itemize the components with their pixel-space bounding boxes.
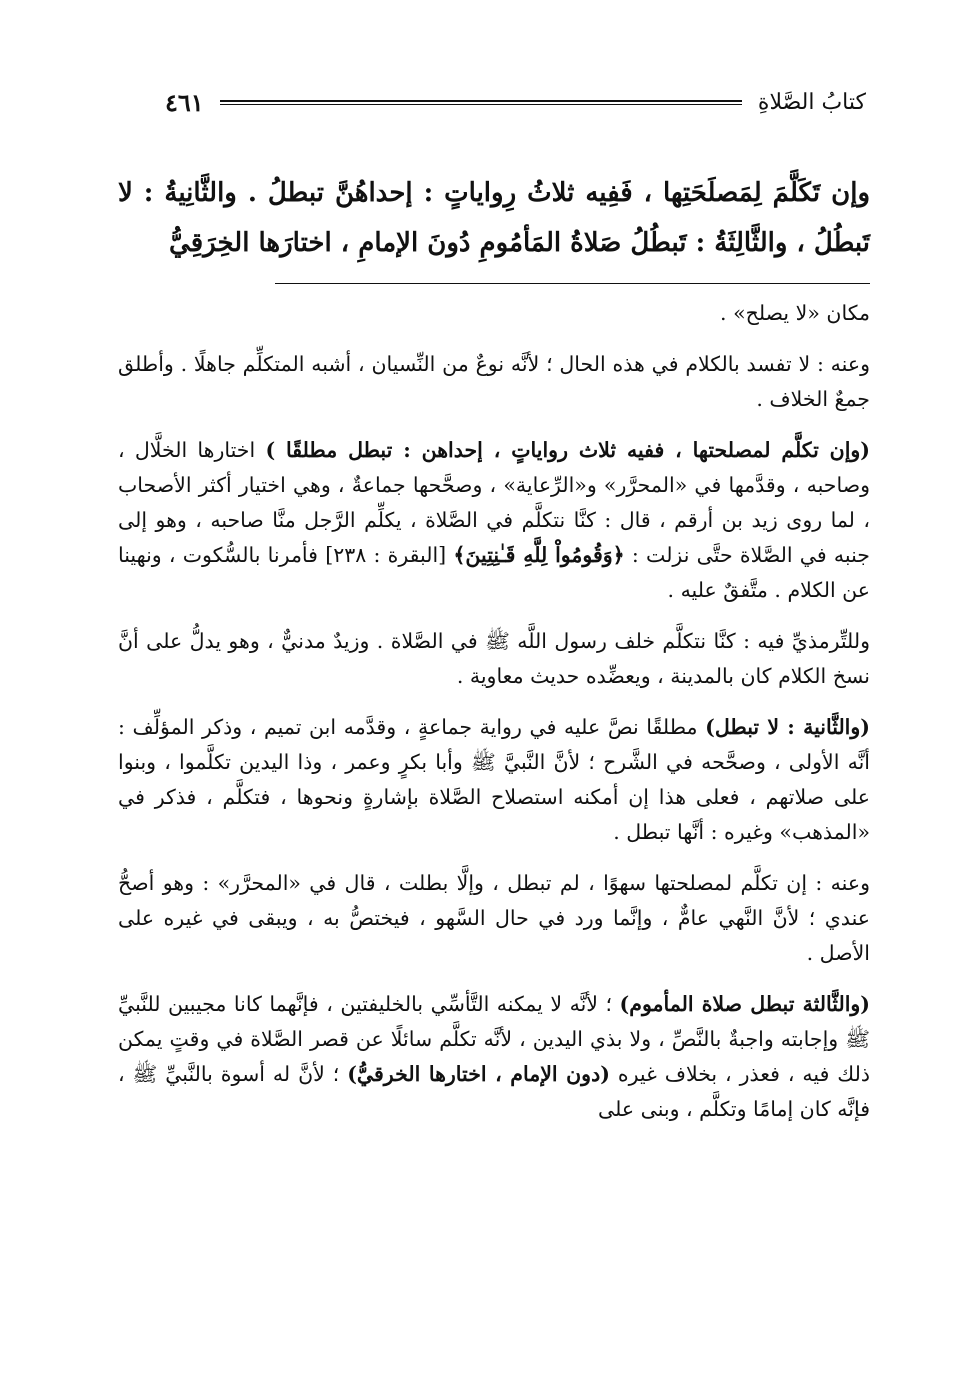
quoted-matn-text: (دون الإمام ، اختارها الخرقيُّ) <box>347 1062 610 1086</box>
commentary-paragraph-7 <box>118 987 870 1127</box>
commentary-text: [البقرة : ٢٣٨] فأمرنا بالسُّكوت ، ونهينا عن الكلام . متَّفقٌ عليه . <box>118 543 870 602</box>
main-text-matn: وإن تَكَلَّمَ لِمَصلَحَتِها ، فَفِيه ثلاثُ رِواياتٍ : إحداهُنَّ تبطلُ . والثَّانِيةُ : لا تَبطُلُ ، والثَّالِثَةُ : تَبطُلُ صَلاةُ المَأمُومِ دُونَ الإمامِ ، اختارَها الخِرَقِيُّ <box>118 178 870 258</box>
commentary-text: اختارها الخلَّال ، وصاحبه ، وقدَّمها في «المحرَّر» و«الرِّعاية» ، وصحَّحها جماعةٌ ، وهي اختيار أكثر الأصحاب ، لما روى زيد بن أرقم ، قال : كنَّا نتكلَّم في الصَّلاة ، يكلِّم الرَّجل منَّا صاحبه ، وهو إلى جنبه في الصَّلاة حتَّى نزلت : <box>118 438 870 567</box>
commentary-text: ؛ لأنَّه لا يمكنه التَّأسِّي بالخليفتين ، فإنَّهما كانا مجيبين للنَّبيِّ ﷺ وإجابته واجبةٌ بالنَّصِّ ، ولا بذي اليدين ، لأنَّه تكلَّم سائلًا عن قصر الصَّلاة في وقتٍ يمكن ذلك فيه ، فعذر ، بخلاف غيره <box>118 992 870 1086</box>
running-header <box>165 82 866 122</box>
chapter-title: كتابُ الصَّلاةِ <box>757 89 866 115</box>
quran-verse: ﴿وَقُومُواْ لِلَّهِ قَـٰنِتِينَ﴾ <box>453 543 625 567</box>
commentary-paragraph-3 <box>118 433 870 608</box>
commentary-body <box>118 296 870 1143</box>
header-rule <box>220 100 742 105</box>
commentary-text: مطلقًا نصَّ عليه في رواية جماعةٍ ، وقدَّمه ابن تميم ، وذكر المؤلِّف : أنَّه الأولى ، وصحَّحه في الشَّرح ؛ لأنَّ النَّبيَّ ﷺ وأبا بكرٍ وعمر ، وذا اليدين تكلَّموا ، وبنوا على صلاتهم ، فعلى هذا إن أمكنه استصلاح الصَّلاة بإشارةٍ ونحوها ، فتكلَّم ، فذكر في «المذهب» وغيره : أنَّها تبطل . <box>118 715 870 844</box>
quoted-matn-text: (وإن تكلَّم لمصلحتها ، ففيه ثلاث رواياتٍ ، إحداهن : تبطل مطلقًا ) <box>265 438 870 462</box>
commentary-paragraph-4: وللتِّرمذيِّ فيه : كنَّا نتكلَّم خلف رسول اللَّه ﷺ في الصَّلاة . وزيدٌ مدنيٌّ ، وهو يدلُّ على أنَّ نسخ الكلام كان بالمدينة ، ويعضِّده حديث معاوية . <box>118 629 870 688</box>
commentary-paragraph-1: مكان «لا يصلح» . <box>720 301 870 325</box>
commentary-paragraph-5 <box>118 710 870 850</box>
footnote-divider <box>275 283 870 284</box>
commentary-paragraph-6: وعنه : إن تكلَّم لمصلحتها سهوًا ، لم تبطل ، وإلَّا بطلت ، قال في «المحرَّر» : وهو أصحُّ عندي ؛ لأنَّ النَّهي عامٌّ ، وإنَّما ورد في حال السَّهو ، فيختصُّ به ، ويبقى في غيره على الأصل . <box>118 871 870 965</box>
page-number: ٤٦١ <box>165 87 204 117</box>
commentary-paragraph-2: وعنه : لا تفسد بالكلام في هذه الحال ؛ لأنَّه نوعٌ من النِّسيان ، أشبه المتكلِّم جاهلًا . وأطلق جمعٌ الخلاف . <box>118 352 870 411</box>
commentary-text: ؛ لأنَّ له أسوة بالنَّبيِّ ﷺ ، فإنَّه كان إمامًا وتكلَّم ، وبنى على <box>118 1062 870 1121</box>
quoted-matn-text: (والثَّانية : لا تبطل) <box>705 715 870 739</box>
quoted-matn-text: (والثَّالثة تبطل صلاة المأموم) <box>619 992 870 1016</box>
